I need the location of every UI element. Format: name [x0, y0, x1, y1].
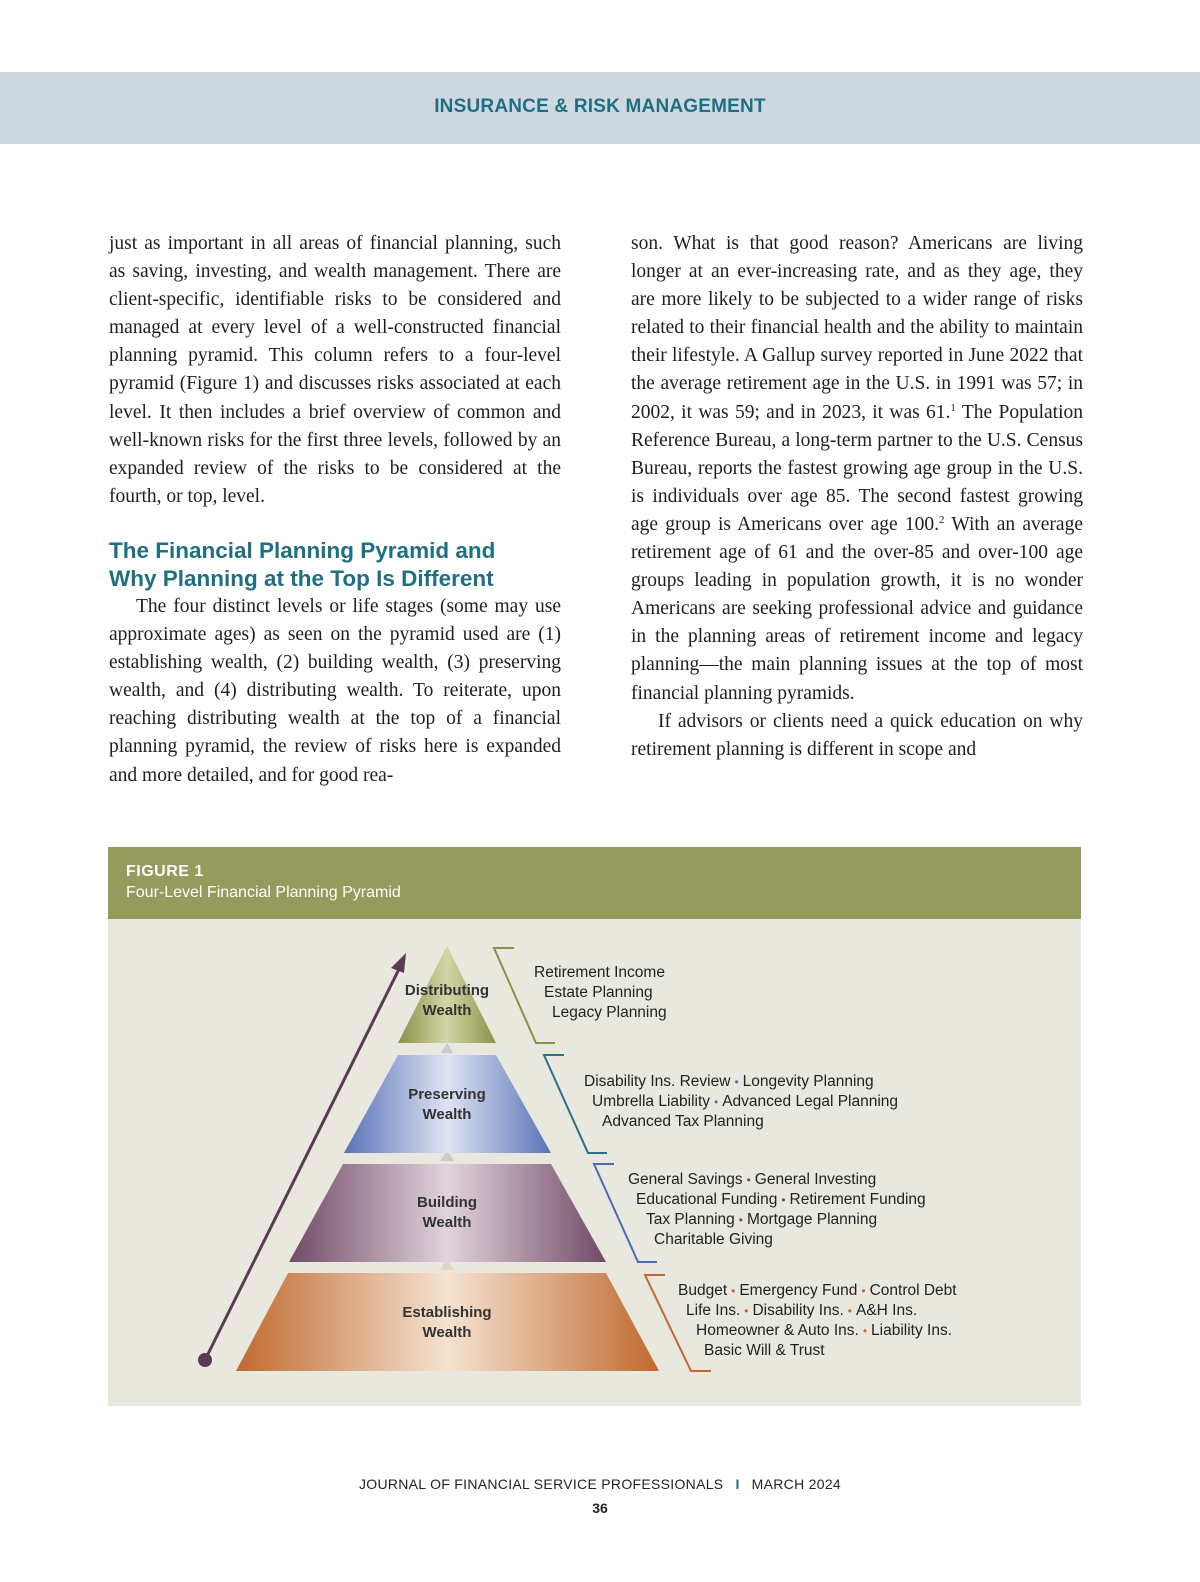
preserving-line [584, 1072, 874, 1092]
bullet-icon: • [734, 1075, 739, 1089]
preserving-line [602, 1112, 764, 1132]
establishing-item: A&H Ins. [856, 1302, 918, 1319]
figure-1 [108, 847, 1081, 1406]
establishing-item: Homeowner & Auto Ins. [696, 1322, 859, 1339]
establishing-item: Liability Ins. [871, 1322, 953, 1339]
footnote-ref-2[interactable]: 2 [939, 513, 945, 526]
right-paragraph-1 [631, 230, 1083, 708]
establishing-line [678, 1281, 957, 1301]
building-item: General Investing [754, 1171, 877, 1188]
section-heading-line-1: The Financial Planning Pyramid and [109, 537, 496, 563]
building-line [636, 1190, 926, 1210]
footer-separator: I [735, 1476, 740, 1492]
building-item: Tax Planning [646, 1211, 735, 1228]
distributing-item: Retirement Income [534, 964, 665, 981]
tier-label-line: Wealth [422, 1106, 472, 1123]
bullet-icon: • [744, 1304, 749, 1318]
growth-arrow-origin-icon [198, 1353, 212, 1367]
building-item: Educational Funding [636, 1191, 778, 1208]
establishing-line [686, 1301, 917, 1321]
preserving-item: Umbrella Liability [592, 1093, 711, 1110]
bullet-icon: • [862, 1324, 868, 1338]
bullet-icon: • [738, 1213, 743, 1227]
establishing-item: Basic Will & Trust [704, 1342, 825, 1359]
tier-label-line: Distributing [404, 982, 490, 999]
right-paragraph-1-part-c: With an average retirement age of 61 and the over-85 and over-100 age groups leading in population growth, it is no wonder Americans are seeking professional advice and guidance in the planning areas of retirement income and legacy planning—the main planning issues at the top of most financial planning pyramids. [631, 513, 1083, 704]
tier-label-building [377, 1193, 517, 1233]
building-item: General Savings [628, 1171, 743, 1188]
right-paragraph-1-part-b: The Population Reference Bureau, a long-term partner to the U.S. Census Bureau, reports the fastest growing age group in the U.S. is individuals over age 85. The second fastest growing age group is Americans over age 100. [631, 401, 1083, 535]
issue-date: MARCH 2024 [751, 1476, 842, 1492]
tier-label-line: Establishing [402, 1304, 492, 1321]
establishing-item: Emergency Fund [739, 1282, 858, 1299]
section-heading [109, 537, 561, 593]
preserving-item: Advanced Tax Planning [602, 1113, 764, 1130]
building-line [646, 1210, 877, 1230]
bullet-icon: • [861, 1284, 866, 1298]
preserving-item: Longevity Planning [742, 1073, 874, 1090]
tier-connector [441, 1043, 453, 1053]
establishing-line [704, 1341, 825, 1361]
establishing-line [696, 1321, 952, 1341]
bullet-icon: • [847, 1304, 852, 1318]
preserving-item: Advanced Legal Planning [722, 1093, 899, 1110]
building-item: Mortgage Planning [746, 1211, 878, 1228]
building-line [628, 1170, 876, 1190]
section-heading-line-2: Why Planning at the Top Is Different [109, 565, 494, 591]
distributing-item: Legacy Planning [552, 1004, 667, 1021]
tier-label-line: Wealth [422, 1324, 472, 1341]
tier-label-preserving [377, 1085, 517, 1125]
tier-label-establishing [377, 1303, 517, 1343]
left-paragraph-1: just as important in all areas of financial planning, such as saving, investing, and wealth management. There are client-specific, identifiable risks to be considered and managed at every level of a well-constructed financial planning pyramid. This column refers to a four-level pyramid (Figure 1) and discusses risks associated at each level. It then includes a brief overview of common and well-known risks for the first three levels, followed by an expanded review of the risks to be considered at the fourth, or top, level. [109, 233, 561, 507]
establishing-item: Control Debt [869, 1282, 957, 1299]
right-paragraph-1-part-a: son. What is that good reason? Americans are living longer at an ever-increasing rate, and as they age, they are more likely to be subjected to a wider range of risks related to their financial health and the ability to maintain their lifestyle. A Gallup survey reported in June 2022 that the average retirement age in the U.S. in 1991 was 57; in 2002, it was 59; and in 2023, it was 61. [631, 233, 1083, 423]
page-number: 36 [592, 1500, 608, 1516]
tier-label-line: Wealth [422, 1002, 472, 1019]
growth-arrow-head-icon [391, 953, 406, 973]
footnote-ref-1[interactable]: 1 [950, 401, 956, 414]
tier-label-line: Preserving [408, 1086, 486, 1103]
bullet-icon: • [714, 1095, 719, 1109]
bullet-icon: • [731, 1284, 736, 1298]
section-title: INSURANCE & RISK MANAGEMENT [434, 96, 766, 117]
right-column [631, 230, 1083, 764]
figure-label: FIGURE 1 [126, 863, 204, 880]
figure-caption: Four-Level Financial Planning Pyramid [126, 884, 401, 901]
tier-label-line: Building [417, 1194, 477, 1211]
building-item: Retirement Funding [789, 1191, 926, 1208]
preserving-item: Disability Ins. Review [584, 1073, 731, 1090]
left-column [109, 230, 561, 790]
page-footer [0, 1476, 1200, 1492]
right-paragraph-2: If advisors or clients need a quick education on why retirement planning is different in scope and [631, 710, 1083, 760]
building-item: Charitable Giving [654, 1231, 773, 1248]
tier-label-line: Wealth [422, 1214, 472, 1231]
establishing-item: Disability Ins. [752, 1302, 844, 1319]
preserving-line [592, 1092, 898, 1112]
tier-label-distributing [377, 981, 517, 1021]
bullet-icon: • [746, 1173, 751, 1187]
left-paragraph-2: The four distinct levels or life stages (some may use approximate ages) as seen on the pyramid used are (1) establishing wealth, (2) building wealth, (3) preserving wealth, and (4) distributing wealth. To reiterate, upon reaching distributing wealth at the top of a financial planning pyramid, the review of risks here is expanded and more detailed, and for good rea- [109, 595, 561, 786]
establishing-item: Budget [678, 1282, 728, 1299]
bullet-icon: • [781, 1193, 786, 1207]
distributing-item: Estate Planning [544, 984, 653, 1001]
building-line [654, 1230, 773, 1250]
journal-name: JOURNAL OF FINANCIAL SERVICE PROFESSIONALS [358, 1476, 724, 1492]
establishing-item: Life Ins. [686, 1302, 741, 1319]
